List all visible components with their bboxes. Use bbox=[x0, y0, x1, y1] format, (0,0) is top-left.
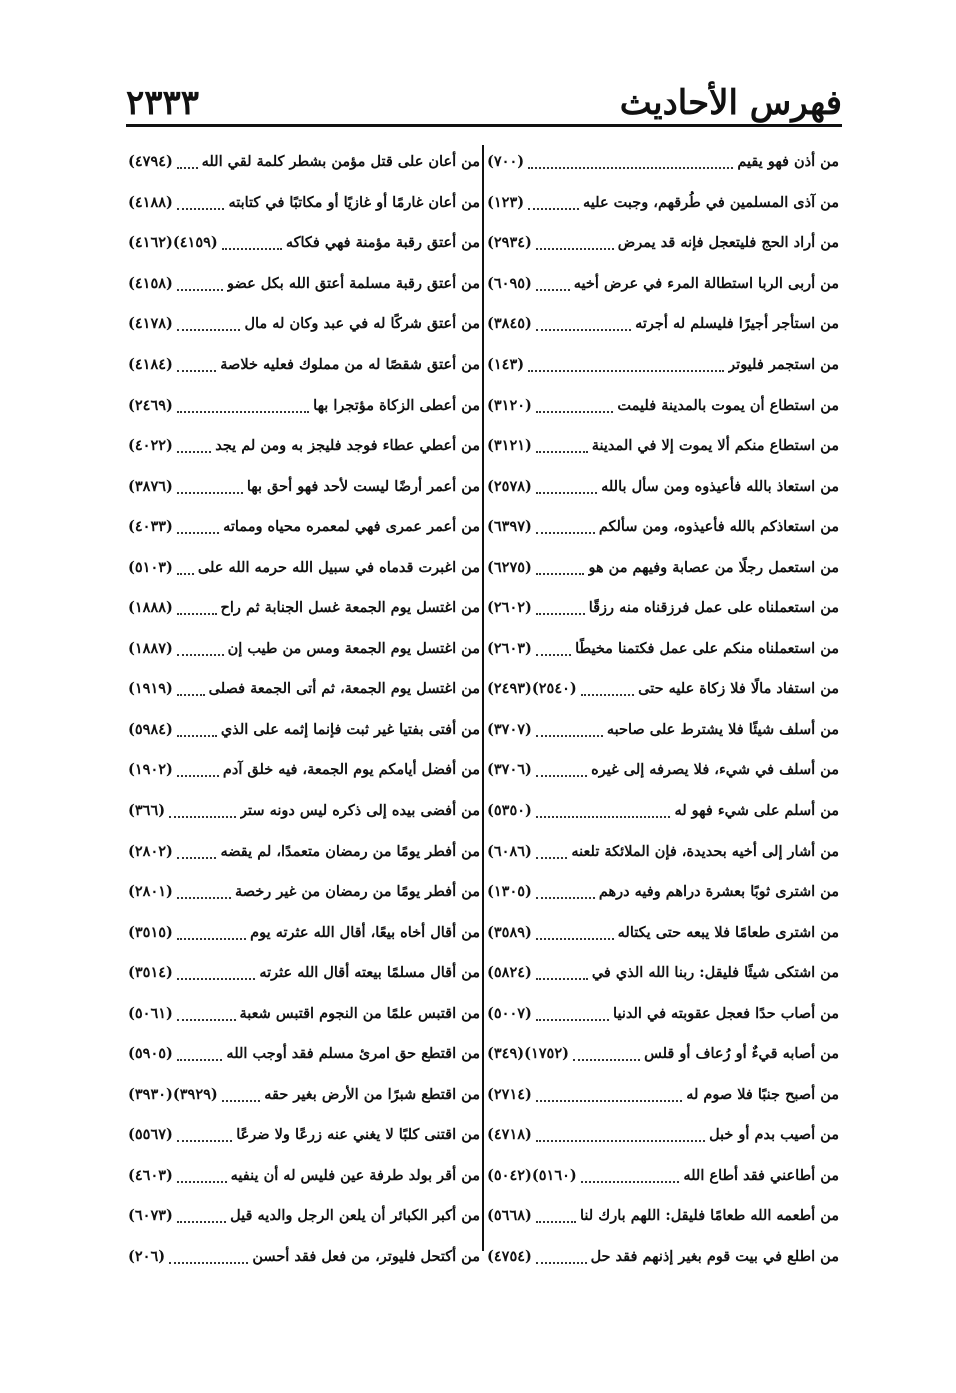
hadith-index-entry bbox=[128, 750, 480, 791]
leader-dots bbox=[177, 439, 211, 453]
hadith-index-entry bbox=[128, 710, 480, 751]
hadith-index-entry bbox=[128, 669, 480, 710]
hadith-text: من أصبح جنبًا فلا صوم له bbox=[686, 1085, 839, 1103]
hadith-index-entry bbox=[487, 710, 839, 751]
page-title: فهرس الأحاديث bbox=[619, 83, 842, 123]
leader-dots bbox=[177, 1169, 227, 1183]
leader-dots bbox=[177, 1007, 236, 1021]
hadith-reference-number: (٤٧١٨) bbox=[487, 1126, 532, 1144]
leader-dots bbox=[536, 480, 597, 494]
hadith-reference-number: (٥٨٢٤) bbox=[487, 964, 532, 982]
hadith-index-entry bbox=[128, 1156, 480, 1197]
leader-dots bbox=[536, 642, 571, 656]
hadith-reference-number: (٤٦٠٣) bbox=[128, 1166, 173, 1184]
hadith-reference-number: (٥٩٨٤) bbox=[128, 720, 173, 738]
hadith-text: من آذى المسلمين في طُرقهم، وجبت عليه bbox=[583, 193, 839, 211]
leader-dots bbox=[536, 1209, 576, 1223]
leader-dots bbox=[536, 885, 595, 899]
hadith-reference-number: (٤١٧٨) bbox=[128, 315, 173, 333]
hadith-reference-number: (٦٢٧٥) bbox=[487, 558, 532, 576]
hadith-text: من أعمر عمرى فهي لمعمره محياه ومماته bbox=[223, 518, 480, 536]
hadith-reference-number: (٤٧٥٤) bbox=[487, 1248, 532, 1266]
hadith-index-entry bbox=[128, 507, 480, 548]
hadith-text: من استعاذ بالله فأعيذوه ومن سأل بالله bbox=[601, 477, 839, 495]
hadith-index-entry bbox=[128, 1034, 480, 1075]
leader-dots bbox=[177, 682, 205, 696]
leader-dots bbox=[573, 1047, 640, 1061]
hadith-index-entry bbox=[487, 223, 839, 264]
hadith-text: من أسلف شيئًا فلا يشترط على صاحبه bbox=[606, 720, 839, 738]
hadith-reference-number: (٥١٠٣) bbox=[128, 558, 173, 576]
hadith-reference-number: (٣١٢١) bbox=[487, 437, 532, 455]
hadith-index-entry bbox=[128, 264, 480, 305]
hadith-index-entry bbox=[128, 1115, 480, 1156]
leader-dots bbox=[536, 966, 588, 980]
leader-dots bbox=[536, 804, 671, 818]
hadith-reference-number: (٣٨٤٥) bbox=[487, 315, 532, 333]
right-column bbox=[487, 142, 839, 1277]
leader-dots bbox=[177, 480, 243, 494]
hadith-text: من اغتسل يوم الجمعة ومس من طيب إن bbox=[227, 639, 480, 657]
hadith-index-entry bbox=[487, 1196, 839, 1237]
hadith-text: من اقتطع حق امرئ مسلم فقد أوجب الله bbox=[226, 1045, 480, 1063]
leader-dots bbox=[177, 845, 217, 859]
leader-dots bbox=[177, 317, 241, 331]
hadith-text: من أكتحل فليوتر، من فعل فقد أحسن bbox=[252, 1248, 480, 1266]
hadith-reference-number: (٣٥١٥) bbox=[128, 923, 173, 941]
leader-dots bbox=[528, 358, 724, 372]
leader-dots bbox=[169, 804, 236, 818]
hadith-reference-number: (٧٠٠) bbox=[487, 153, 525, 171]
hadith-index-entry bbox=[128, 142, 480, 183]
leader-dots bbox=[536, 926, 614, 940]
hadith-reference-number: (٥٦٦٨) bbox=[487, 1207, 532, 1225]
hadith-text: من اشترى طعامًا فلا يبعه حتى يكتاله bbox=[617, 923, 839, 941]
hadith-index-entry bbox=[487, 1156, 839, 1197]
hadith-index-entry bbox=[487, 872, 839, 913]
hadith-reference-number: (٥٥٦٧) bbox=[128, 1126, 173, 1144]
hadith-text: من أعان على قتل مؤمن بشطر كلمة لقي الله bbox=[201, 153, 480, 171]
hadith-reference-number: (٢٩٣٤) bbox=[487, 234, 532, 252]
hadith-reference-number: (٥٠٤٢)(٥١٦٠) bbox=[487, 1166, 577, 1184]
leader-dots bbox=[222, 236, 282, 250]
leader-dots bbox=[177, 155, 198, 169]
hadith-index-entry bbox=[487, 1115, 839, 1156]
leader-dots bbox=[536, 439, 588, 453]
hadith-reference-number: (٣٥٨٩) bbox=[487, 923, 532, 941]
hadith-text: من أربى الربا استطالة المرء في عرض أخيه bbox=[573, 274, 839, 292]
hadith-reference-number: (٦٠٩٥) bbox=[487, 274, 532, 292]
hadith-index-entry bbox=[487, 750, 839, 791]
leader-dots bbox=[177, 561, 194, 575]
hadith-reference-number: (٤١٥٨) bbox=[128, 274, 173, 292]
hadith-text: من استجمر فليوتر bbox=[728, 356, 839, 373]
hadith-text: من أفطر يومًا من رمضان متعمدًا، لم يقضه bbox=[220, 842, 480, 860]
hadith-reference-number: (٦٠٧٣) bbox=[128, 1207, 173, 1225]
hadith-reference-number: (٣٧٠٧) bbox=[487, 720, 532, 738]
hadith-reference-number: (٣٩٣٠)(٣٩٢٩) bbox=[128, 1085, 218, 1103]
hadith-text: من أقال أخاه بيعًا، أقال الله عثرته يوم bbox=[250, 923, 480, 941]
hadith-text: من استعاذكم بالله فأعيذوه، ومن سألكم bbox=[598, 518, 839, 536]
hadith-text: من أقر بولد طرفة عين فليس له أن ينفيه bbox=[230, 1166, 480, 1184]
hadith-reference-number: (٥٠٠٧) bbox=[487, 1004, 532, 1022]
hadith-index-entry bbox=[128, 183, 480, 224]
leader-dots bbox=[536, 723, 603, 737]
hadith-text: من أشار إلى أخيه بحديدة، فإن الملائكة تلعنه bbox=[571, 842, 839, 860]
hadith-reference-number: (٢٧١٤) bbox=[487, 1085, 532, 1103]
hadith-reference-number: (٢٦٠٢) bbox=[487, 599, 532, 617]
hadith-index-entry bbox=[128, 304, 480, 345]
leader-dots bbox=[536, 845, 567, 859]
leader-dots bbox=[177, 601, 217, 615]
hadith-reference-number: (٢٦٠٣) bbox=[487, 639, 532, 657]
hadith-reference-number: (١٩٠٢) bbox=[128, 761, 173, 779]
leader-dots bbox=[177, 926, 246, 940]
hadith-text: من أسلم على شيء فهو له bbox=[674, 802, 839, 820]
hadith-text: من اغتسل يوم الجمعة غسل الجنابة ثم راح bbox=[220, 599, 480, 617]
hadith-text: من اقتطع شبرًا من الأرض بغير حقه bbox=[264, 1085, 480, 1103]
leader-dots bbox=[581, 1169, 680, 1183]
leader-dots bbox=[177, 520, 219, 534]
hadith-index-entry bbox=[487, 831, 839, 872]
hadith-index-entry bbox=[128, 629, 480, 670]
hadith-index-entry bbox=[128, 1196, 480, 1237]
hadith-index-entry bbox=[128, 426, 480, 467]
leader-dots bbox=[177, 885, 231, 899]
hadith-index-entry bbox=[128, 345, 480, 386]
leader-dots bbox=[528, 196, 579, 210]
leader-dots bbox=[222, 1088, 260, 1102]
hadith-text: من اطلع في بيت قوم بغير إذنهم فقد حل bbox=[590, 1248, 839, 1266]
hadith-reference-number: (٤١٦٢)(٤١٥٩) bbox=[128, 234, 218, 252]
hadith-reference-number: (٣١٢٠) bbox=[487, 396, 532, 414]
hadith-text: من أقال مسلمًا بيعته أقال الله عثرته bbox=[259, 964, 480, 982]
hadith-index-entry bbox=[487, 183, 839, 224]
hadith-text: من استطاع منكم ألا يموت إلا في المدينة bbox=[591, 437, 839, 455]
leader-dots bbox=[581, 682, 634, 696]
leader-dots bbox=[536, 601, 585, 615]
hadith-reference-number: (٢٤٩٣)(٢٥٤٠) bbox=[487, 680, 577, 698]
hadith-index-entry bbox=[487, 466, 839, 507]
leader-dots bbox=[536, 520, 595, 534]
leader-dots bbox=[177, 966, 255, 980]
hadith-reference-number: (٣٥١٤) bbox=[128, 964, 173, 982]
hadith-text: من استعملناه منكم على عمل فكتمنا مخيطًا bbox=[575, 639, 839, 657]
hadith-reference-number: (١٣٠٥) bbox=[487, 883, 532, 901]
leader-dots bbox=[528, 155, 733, 169]
hadith-index-entry bbox=[487, 547, 839, 588]
hadith-index-entry bbox=[128, 466, 480, 507]
leader-dots bbox=[536, 399, 614, 413]
hadith-index-entry bbox=[128, 953, 480, 994]
hadith-index-entry bbox=[487, 953, 839, 994]
hadith-reference-number: (٥٠٦١) bbox=[128, 1004, 173, 1022]
leader-dots bbox=[177, 763, 219, 777]
hadith-text: من أعتق رقبة مسلمة أعتق الله بكل عضو bbox=[227, 274, 480, 292]
hadith-reference-number: (٣٦٦) bbox=[128, 802, 166, 820]
hadith-reference-number: (١٤٣) bbox=[487, 356, 525, 373]
leader-dots bbox=[177, 1128, 232, 1142]
hadith-text: من أعان غارمًا أو غازيًا أو مكاتبًا في كتابته bbox=[228, 193, 480, 211]
hadith-text: من استفاد مالًا فلا زكاة عليه حتى bbox=[638, 680, 839, 698]
hadith-reference-number: (٥٩٠٥) bbox=[128, 1045, 173, 1063]
hadith-reference-number: (٤٠٣٣) bbox=[128, 518, 173, 536]
hadith-text: من استطاع أن يموت بالمدينة فليمت bbox=[617, 396, 839, 414]
leader-dots bbox=[536, 236, 614, 250]
hadith-index-entry bbox=[487, 791, 839, 832]
hadith-reference-number: (٤٠٢٢) bbox=[128, 437, 173, 455]
leader-dots bbox=[177, 196, 225, 210]
hadith-index-entry bbox=[487, 993, 839, 1034]
hadith-reference-number: (٤١٨٨) bbox=[128, 193, 173, 211]
hadith-index-entry bbox=[128, 1075, 480, 1116]
hadith-reference-number: (٢٠٦) bbox=[128, 1248, 166, 1266]
hadith-index-entry bbox=[487, 304, 839, 345]
hadith-text: من أعتق شركًا له في عبد وكان له مال bbox=[244, 315, 480, 333]
hadith-index-entry bbox=[128, 872, 480, 913]
hadith-index-entry bbox=[487, 385, 839, 426]
hadith-text: من اغتسل يوم الجمعة، ثم أتى الجمعة فصلى bbox=[208, 680, 480, 698]
hadith-text: من أعطى الزكاة مؤتجرا بها bbox=[313, 396, 480, 414]
hadith-index-entry bbox=[128, 547, 480, 588]
hadith-index-entry bbox=[128, 791, 480, 832]
hadith-index-entry bbox=[487, 1034, 839, 1075]
column-divider bbox=[482, 145, 484, 1251]
leader-dots bbox=[177, 723, 217, 737]
hadith-index-entry bbox=[487, 669, 839, 710]
hadith-text: من اغبرت قدماه في سبيل الله حرمه الله على bbox=[197, 558, 480, 576]
left-column bbox=[128, 142, 480, 1277]
header-rule bbox=[126, 124, 842, 127]
hadith-index-entry bbox=[128, 223, 480, 264]
hadith-reference-number: (١٨٨٧) bbox=[128, 639, 173, 657]
hadith-text: من استعملناه على عمل فرزقناه منه رزقًا bbox=[588, 599, 839, 617]
hadith-text: من أعتق رقبة مؤمنة فهي فكاكه bbox=[285, 234, 480, 252]
hadith-reference-number: (١٨٨٨) bbox=[128, 599, 173, 617]
hadith-text: من أراد الحج فليتعجل فإنه قد يمرض bbox=[617, 234, 839, 252]
hadith-text: من اشترى ثوبًا بعشرة دراهم وفيه درهم bbox=[598, 883, 839, 901]
hadith-index-entry bbox=[128, 588, 480, 629]
hadith-index-entry bbox=[487, 1237, 839, 1278]
leader-dots bbox=[177, 1209, 226, 1223]
hadith-text: من أطاعني فقد أطاع الله bbox=[683, 1166, 839, 1184]
hadith-text: من أفطر يومًا من رمضان من غير رخصة bbox=[235, 883, 480, 901]
leader-dots bbox=[536, 1250, 587, 1264]
hadith-index-entry bbox=[128, 1237, 480, 1278]
hadith-reference-number: (٤١٨٤) bbox=[128, 356, 173, 373]
hadith-reference-number: (٢٨٠٢) bbox=[128, 842, 173, 860]
hadith-text: من أذن فهو يقيم bbox=[737, 153, 839, 171]
hadith-text: من أصيب بدم أو خبل bbox=[709, 1126, 839, 1144]
hadith-index-entry bbox=[487, 588, 839, 629]
leader-dots bbox=[536, 1007, 609, 1021]
hadith-reference-number: (١٢٣) bbox=[487, 193, 525, 211]
hadith-text: من استأجر أجيرًا فليسلم له أجرته bbox=[635, 315, 839, 333]
hadith-text: من أسلف في شيء، فلا يصرفه إلى غيره bbox=[591, 761, 839, 779]
hadith-text: من أعتق شقصًا له من مملوك فعليه خلاصة bbox=[220, 356, 480, 373]
hadith-reference-number: (٣٨٧٦) bbox=[128, 477, 173, 495]
leader-dots bbox=[177, 277, 223, 291]
hadith-text: من أعطي عطاء فوجد فليجز به ومن لم يجد bbox=[215, 437, 480, 455]
hadith-text: من اقتبس علمًا من النجوم اقتبس شعبة bbox=[239, 1004, 480, 1022]
hadith-text: من أفتى بفتيا غير ثبت فإنما إثمه على الذي bbox=[220, 720, 480, 738]
leader-dots bbox=[177, 399, 309, 413]
hadith-index-entry bbox=[487, 1075, 839, 1116]
hadith-index-entry bbox=[128, 993, 480, 1034]
hadith-text: من أصاب حدًا فعجل عقوبته في الدنيا bbox=[613, 1004, 839, 1022]
hadith-reference-number: (٥٣٥٠) bbox=[487, 802, 532, 820]
hadith-text: من أعمر أرضًا ليست لأحد فهو أحق بها bbox=[246, 477, 480, 495]
hadith-text: من أصابه قيءٌ أو رُعاف أو قلس bbox=[644, 1045, 839, 1063]
hadith-text: من أطعمه الله طعامًا فليقل: اللهم بارك لنا bbox=[580, 1207, 839, 1225]
hadith-reference-number: (٣٤٩)(١٧٥٢) bbox=[487, 1045, 570, 1063]
hadith-index-entry bbox=[487, 264, 839, 305]
leader-dots bbox=[177, 642, 224, 656]
hadith-reference-number: (٣٧٠٦) bbox=[487, 761, 532, 779]
hadith-index-entry bbox=[128, 831, 480, 872]
leader-dots bbox=[536, 1128, 705, 1142]
hadith-text: من أفضل أيامكم يوم الجمعة، فيه خلق آدم bbox=[222, 761, 480, 779]
hadith-index-entry bbox=[487, 142, 839, 183]
hadith-index-entry bbox=[487, 629, 839, 670]
hadith-text: من أكبر الكبائر أن يلعن الرجل والديه قيل bbox=[230, 1207, 480, 1225]
hadith-text: من اقتنى كلبًا لا يغني عنه زرعًا ولا ضرعًا bbox=[236, 1126, 480, 1144]
hadith-text: من اشتكى شيئًا فليقل: ربنا الله الذي في bbox=[591, 964, 839, 982]
page-header bbox=[126, 78, 842, 128]
hadith-reference-number: (٦٠٨٦) bbox=[487, 842, 532, 860]
page-number: ٢٣٣٣ bbox=[126, 83, 200, 123]
hadith-reference-number: (٢٨٠١) bbox=[128, 883, 173, 901]
leader-dots bbox=[536, 561, 585, 575]
hadith-reference-number: (٦٣٩٧) bbox=[487, 518, 532, 536]
hadith-index-entry bbox=[487, 507, 839, 548]
leader-dots bbox=[177, 358, 216, 372]
hadith-index-entry bbox=[128, 912, 480, 953]
hadith-text: من استعمل رجلًا من عصابة وفيهم من هو bbox=[588, 558, 839, 576]
hadith-index-entry bbox=[487, 912, 839, 953]
hadith-index-entry bbox=[487, 426, 839, 467]
hadith-index-entry bbox=[487, 345, 839, 386]
leader-dots bbox=[536, 277, 570, 291]
leader-dots bbox=[169, 1250, 248, 1264]
leader-dots bbox=[536, 763, 587, 777]
hadith-reference-number: (٤٧٩٤) bbox=[128, 153, 173, 171]
hadith-text: من أفضى بيده إلى ذكره ليس دونه ستر bbox=[240, 802, 480, 820]
hadith-index-entry bbox=[128, 385, 480, 426]
hadith-reference-number: (٢٤٦٩) bbox=[128, 396, 173, 414]
leader-dots bbox=[536, 1088, 682, 1102]
hadith-reference-number: (٢٥٧٨) bbox=[487, 477, 532, 495]
leader-dots bbox=[536, 317, 631, 331]
leader-dots bbox=[177, 1047, 223, 1061]
hadith-reference-number: (١٩١٩) bbox=[128, 680, 173, 698]
